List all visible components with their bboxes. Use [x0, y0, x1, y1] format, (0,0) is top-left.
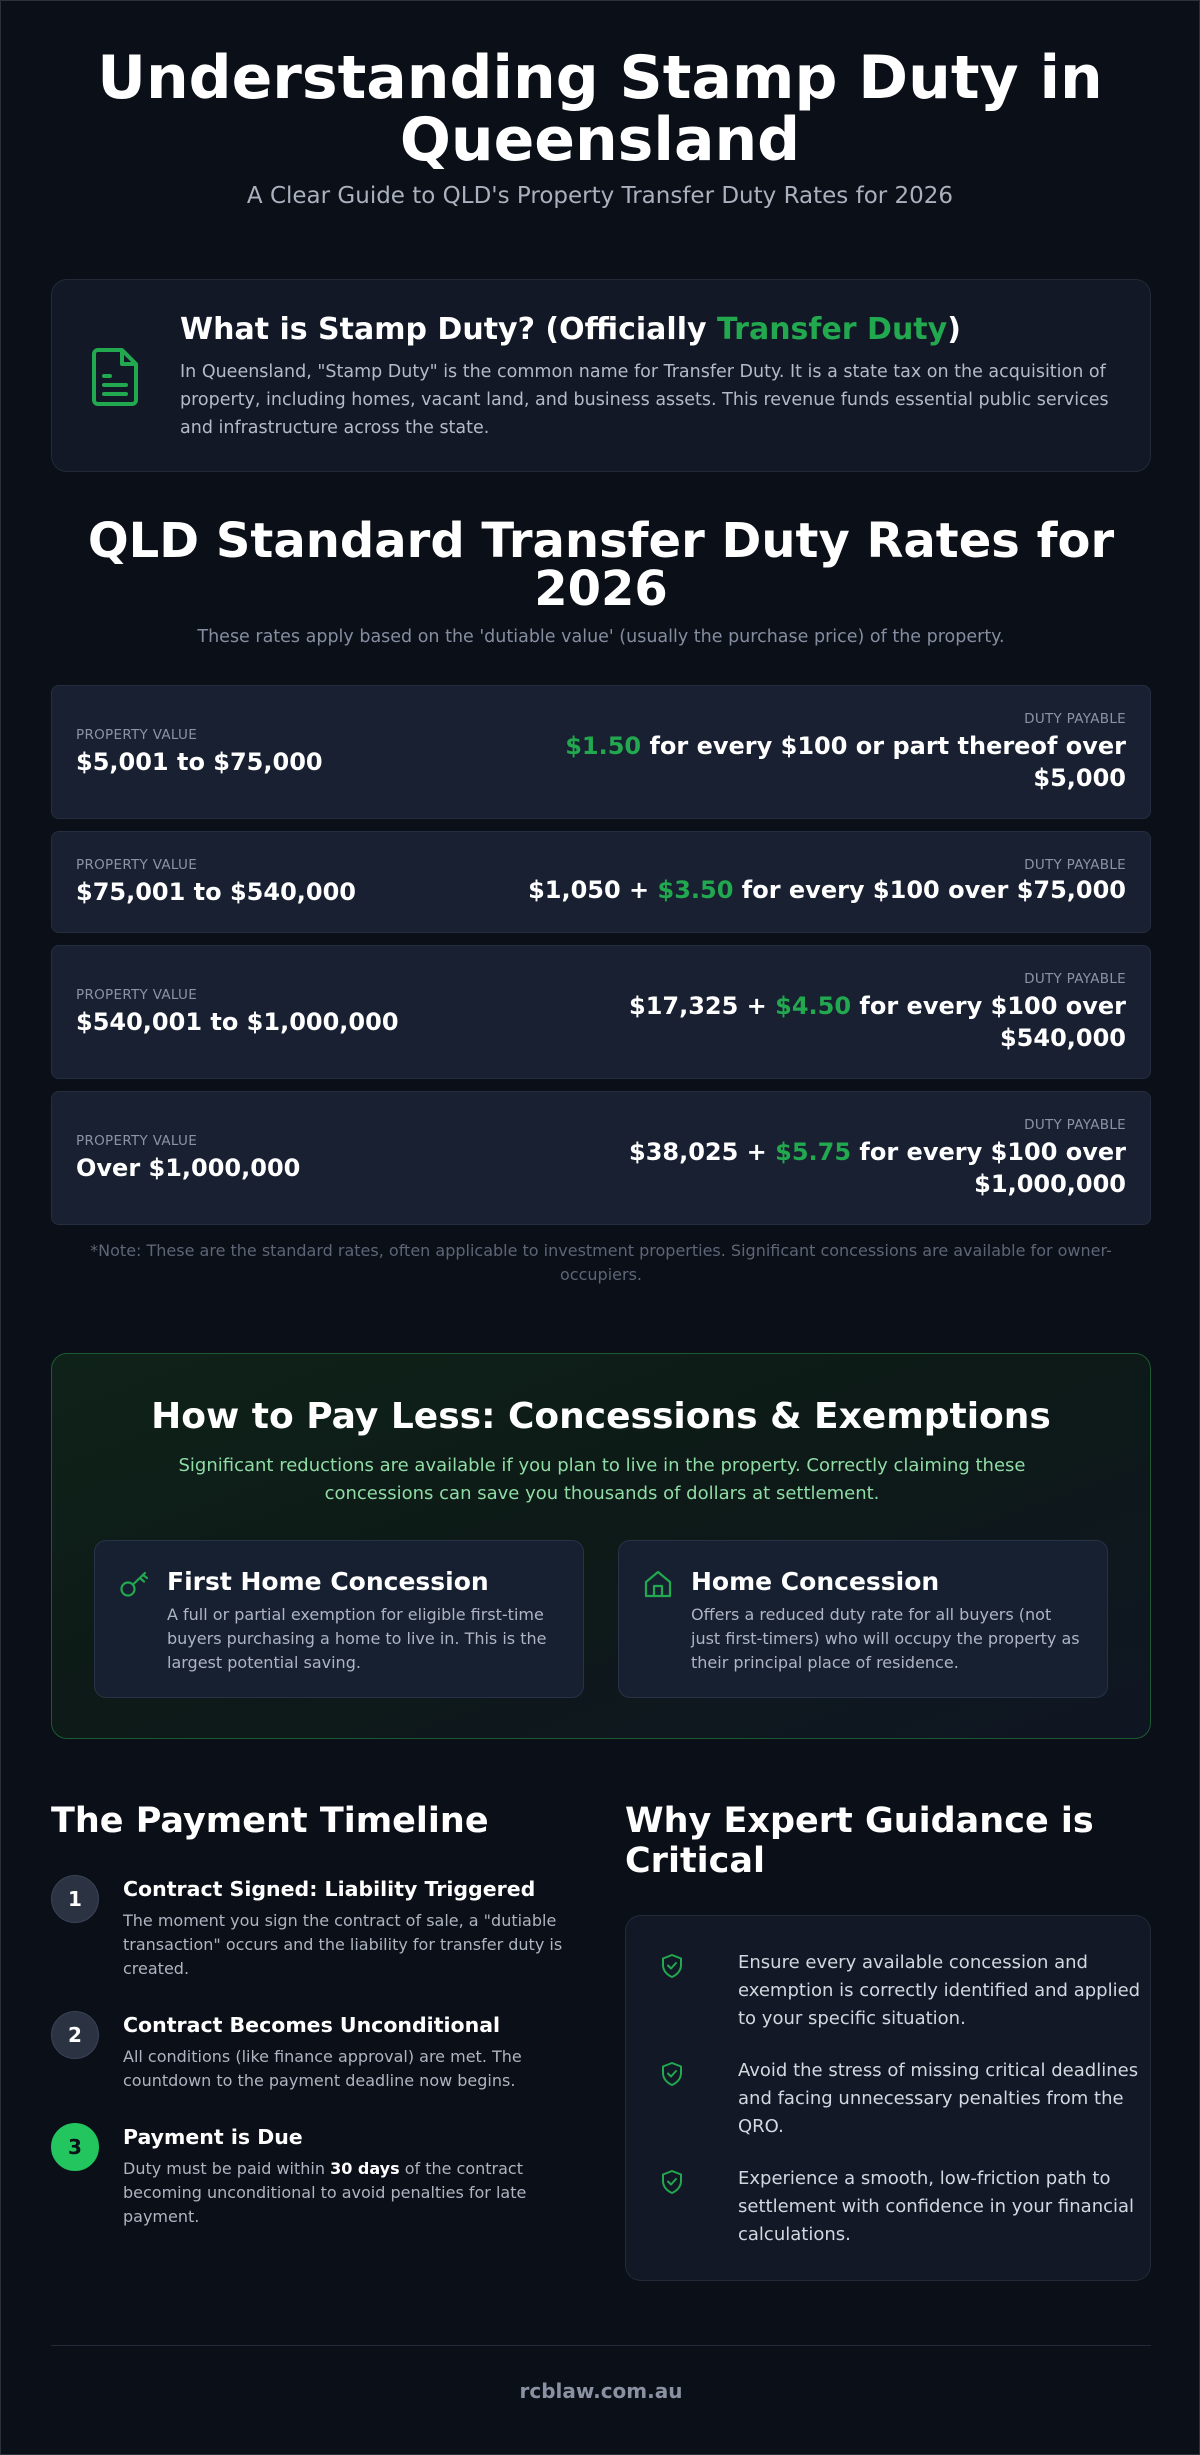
duty-payable [486, 730, 1126, 794]
duty-payable [566, 990, 1126, 1054]
key-icon [119, 1569, 149, 1599]
duty-base: $1,050 + [528, 876, 658, 904]
intro-body: In Queensland, "Stamp Duty" is the common name for Transfer Duty. It is a state tax on the acquisition of property, including homes, vacant land, and business assets. This revenue funds essential public services and infrastructure across the state. [180, 362, 1109, 438]
duty-payable-label: DUTY PAYABLE [1024, 971, 1126, 987]
property-value-label: PROPERTY VALUE [76, 857, 198, 873]
shield-check-icon [660, 1953, 684, 1979]
concession-body: A full or partial exemption for eligible first-time buyers purchasing a home to live in. This is the largest potential saving. [167, 1605, 547, 1672]
rate-row [51, 685, 1151, 819]
concession-title: First Home Concession [167, 1567, 489, 1596]
why-item-text: Ensure every available concession and exemption is correctly identified and applied to your specific situation. [738, 1952, 1141, 2029]
home-icon [643, 1569, 673, 1599]
rate-row [51, 1091, 1151, 1225]
duty-payable-label: DUTY PAYABLE [1024, 857, 1126, 873]
step-body-pre: Duty must be paid within [123, 2159, 331, 2178]
intro-title-suffix: ) [947, 312, 961, 347]
duty-payable [426, 874, 1126, 906]
duty-base: $38,025 + [629, 1138, 776, 1166]
step-title: Contract Signed: Liability Triggered [123, 1877, 536, 1901]
duty-base: $17,325 + [629, 992, 776, 1020]
page-title: Understanding Stamp Duty in Queensland [97, 43, 1103, 175]
rate-row [51, 945, 1151, 1079]
step-body: All conditions (like finance approval) are met. The countdown to the payment deadline now begins. [123, 2047, 522, 2090]
step-number: 3 [51, 2123, 99, 2171]
hero-header [1, 1, 1199, 209]
concessions-panel [51, 1353, 1151, 1739]
duty-rest: for every $100 over $75,000 [733, 876, 1126, 904]
concession-body: Offers a reduced duty rate for all buyers (not just first-timers) who will occupy the property as their principal place of residence. [691, 1605, 1080, 1672]
first-home-concession-card [94, 1540, 584, 1698]
property-value: $75,001 to $540,000 [76, 878, 356, 906]
shield-check-icon [660, 2169, 684, 2195]
duty-rate: $4.50 [775, 992, 852, 1020]
rates-subtitle: These rates apply based on the 'dutiable value' (usually the purchase price) of the property. [197, 627, 1005, 647]
document-icon [90, 346, 142, 408]
why-title: Why Expert Guidance is Critical [625, 1801, 1094, 1881]
why-card [625, 1915, 1151, 2281]
why-item-text: Avoid the stress of missing critical deadlines and facing unnecessary penalties from the QRO. [738, 2060, 1139, 2137]
duty-payable-label: DUTY PAYABLE [1024, 711, 1126, 727]
intro-card [51, 279, 1151, 472]
home-concession-card [618, 1540, 1108, 1698]
duty-rate: $3.50 [657, 876, 734, 904]
property-value-label: PROPERTY VALUE [76, 727, 198, 743]
step-body: The moment you sign the contract of sale, a "dutiable transaction" occurs and the liability for transfer duty is created. [123, 1911, 563, 1978]
property-value-label: PROPERTY VALUE [76, 987, 198, 1003]
page-subtitle: A Clear Guide to QLD's Property Transfer Duty Rates for 2026 [246, 183, 954, 209]
duty-payable-label: DUTY PAYABLE [1024, 1117, 1126, 1133]
timeline-title: The Payment Timeline [51, 1801, 489, 1841]
rates-title: QLD Standard Transfer Duty Rates for 2026 [87, 513, 1115, 617]
property-value: $5,001 to $75,000 [76, 748, 323, 776]
step-body-deadline: 30 days [330, 2159, 400, 2178]
step-body-post: of the contract becoming unconditional to avoid penalties for late payment. [123, 2159, 527, 2226]
property-value-label: PROPERTY VALUE [76, 1133, 198, 1149]
step-number: 1 [51, 1875, 99, 1923]
intro-title-prefix: What is Stamp Duty? (Officially [180, 312, 717, 347]
shield-check-icon [660, 2061, 684, 2087]
footer-site-link[interactable]: rcblaw.com.au [519, 2379, 683, 2403]
duty-rest: for every $100 or part thereof over $5,000 [641, 732, 1126, 792]
intro-title-highlight: Transfer Duty [716, 312, 948, 347]
duty-payable [566, 1136, 1126, 1200]
property-value: $540,001 to $1,000,000 [76, 1008, 399, 1036]
rates-heading [1, 513, 1200, 647]
concession-title: Home Concession [691, 1567, 940, 1596]
rates-note: *Note: These are the standard rates, often applicable to investment properties. Significant concessions are available for owner-occupiers. [90, 1241, 1112, 1284]
duty-rate: $5.75 [775, 1138, 852, 1166]
why-item-text: Experience a smooth, low-friction path to settlement with confidence in your financial calculations. [738, 2168, 1135, 2245]
footer-divider [51, 2345, 1151, 2346]
duty-rate: $1.50 [565, 732, 642, 760]
step-number: 2 [51, 2011, 99, 2059]
step-title: Contract Becomes Unconditional [123, 2013, 501, 2037]
intro-title [180, 312, 961, 347]
rate-row [51, 831, 1151, 933]
concessions-lead: Significant reductions are available if you plan to live in the property. Correctly claiming these concessions can save you thousands of dollars at settlement. [178, 1455, 1026, 1504]
step-title: Payment is Due [123, 2125, 303, 2149]
step-body [123, 2157, 573, 2229]
concessions-title: How to Pay Less: Concessions & Exemptions [151, 1396, 1051, 1437]
duty-rest: for every $100 over $1,000,000 [851, 1138, 1126, 1198]
property-value: Over $1,000,000 [76, 1154, 301, 1182]
duty-rest: for every $100 over $540,000 [851, 992, 1126, 1052]
